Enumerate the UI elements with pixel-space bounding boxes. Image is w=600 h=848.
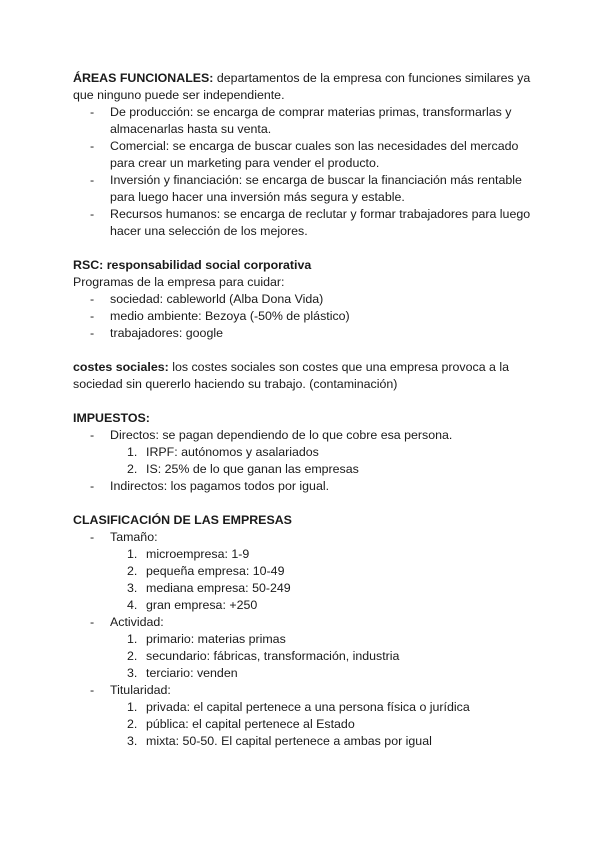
list-item: - Inversión y financiación: se encarga de buscar la financiación más rentable para luego hacer una inversión más segura y estable. [73,172,533,206]
section-areas-funcionales [73,70,533,240]
areas-intro: departamentos de la empresa con funciones similares ya que ninguno puede ser independiente. [73,71,531,102]
item-text: secundario: fábricas, transformación, industria [146,649,400,663]
item-number: 2. [127,717,138,731]
item-number: 3. [127,581,138,595]
rsc-title: RSC: responsabilidad social corporativa [73,258,312,272]
item-text: pública: el capital pertenece al Estado [146,717,355,731]
costes-text: los costes sociales son costes que una empresa provoca a la sociedad sin quererlo haciendo su trabajo. (contaminación) [73,360,510,391]
list-item [73,665,533,682]
list-item-tamano: - Tamaño: [73,529,533,546]
actividad-list [73,614,533,631]
list-item-directos [73,427,533,444]
item-number: 1. [127,547,138,561]
item-text: primario: materias primas [146,632,286,646]
item-text: mediana empresa: 50-249 [146,581,291,595]
list-item [73,716,533,733]
impuestos-list [73,427,533,444]
actividad-sublist [73,631,533,682]
list-item [73,563,533,580]
directos-label: Directos: se pagan dependiendo de lo que cobre esa persona. [110,428,453,442]
list-item [73,597,533,614]
list-item [73,546,533,563]
item-number: 3. [127,734,138,748]
section-clasificacion [73,512,533,750]
item-text: privada: el capital pertenece a una persona física o jurídica [146,700,470,714]
item-number: 1. [127,632,138,646]
list-item: - Recursos humanos: se encarga de reclutar y formar trabajadores para luego hacer una selección de los mejores. [73,206,533,240]
list-item [73,733,533,750]
list-item [73,580,533,597]
areas-title: ÁREAS FUNCIONALES: [73,71,214,85]
list-item: - trabajadores: google [73,325,533,342]
list-item [73,444,533,461]
section-impuestos [73,410,533,495]
item-number: 2. [127,564,138,578]
list-item: - De producción: se encarga de comprar materias primas, transformarlas y almacenarlas hasta su venta. [73,104,533,138]
item-text: pequeña empresa: 10-49 [146,564,285,578]
item-text: IRPF: autónomos y asalariados [146,445,319,459]
directos-sublist [73,444,533,478]
section-rsc [73,257,533,342]
tamano-sublist [73,546,533,614]
list-item [73,699,533,716]
list-item [73,648,533,665]
list-item: - medio ambiente: Bezoya (-50% de plástico) [73,308,533,325]
item-text: mixta: 50-50. El capital pertenece a ambas por igual [146,734,432,748]
section-costes-sociales [73,359,533,393]
list-item [73,631,533,648]
list-item-actividad: - Actividad: [73,614,533,631]
item-number: 3. [127,666,138,680]
impuestos-title: IMPUESTOS: [73,411,150,425]
areas-paragraph [73,70,533,104]
clasificacion-title: CLASIFICACIÓN DE LAS EMPRESAS [73,513,292,527]
list-item [73,461,533,478]
document-page [73,70,533,767]
titularidad-sublist [73,699,533,750]
areas-list [73,104,533,240]
costes-paragraph [73,359,533,393]
item-text: microempresa: 1-9 [146,547,250,561]
item-number: 2. [127,649,138,663]
titularidad-list [73,682,533,699]
item-number: 2. [127,462,138,476]
impuestos-list-indirectos [73,478,533,495]
item-text: gran empresa: +250 [146,598,258,612]
list-item: - Comercial: se encarga de buscar cuales son las necesidades del mercado para crear un marketing para vender el producto. [73,138,533,172]
item-number: 4. [127,598,138,612]
list-item: - sociedad: cableworld (Alba Dona Vida) [73,291,533,308]
list-item-titularidad: - Titularidad: [73,682,533,699]
item-text: terciario: venden [146,666,238,680]
rsc-subtitle: Programas de la empresa para cuidar: [73,275,285,289]
item-number: 1. [127,445,138,459]
item-number: 1. [127,700,138,714]
costes-title: costes sociales: [73,360,169,374]
tamano-list [73,529,533,546]
item-text: IS: 25% de lo que ganan las empresas [146,462,359,476]
list-item-indirectos: - Indirectos: los pagamos todos por igual. [73,478,533,495]
rsc-list [73,291,533,342]
